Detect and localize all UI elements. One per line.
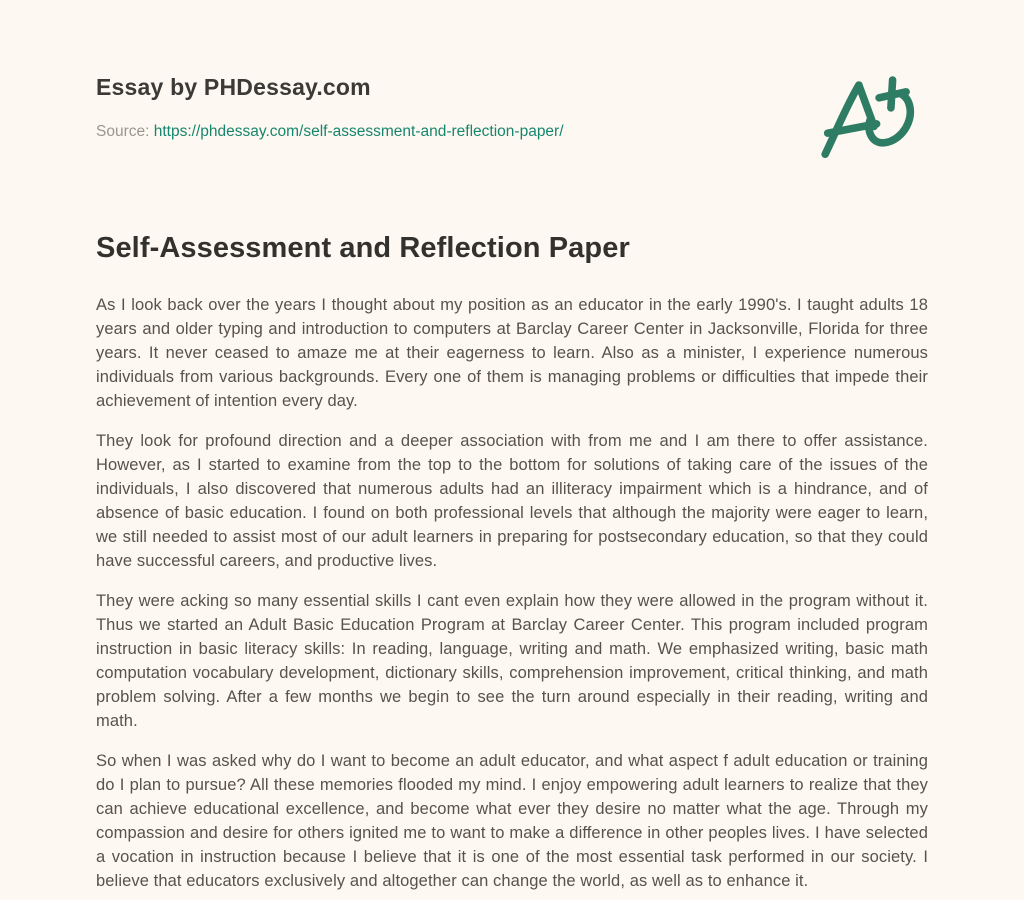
site-header-title: Essay by PHDessay.com xyxy=(96,74,371,100)
essay-paragraph: They were acking so many essential skills I cant even explain how they were allowed in the program without it. Thus we started an Adult Basic Education Program at Barclay Career Center. This program included program instruction in basic literacy skills: In reading, language, writing and math. We emphasized writing, basic math computation vocabulary development, dictionary skills, comprehension improvement, critical thinking, and math problem solving. After a few months we begin to see the turn around especially in their reading, writing and math. xyxy=(96,592,928,730)
essay-paragraph: They look for profound direction and a deeper association with from me and I am there to offer assistance. However, as I started to examine from the top to the bottom for solutions of taking care of the issues of the individuals, I also discovered that numerous adults had an illiteracy impairment which is a hindrance, and of absence of basic education. I found on both professional levels that although the majority were eager to learn, we still needed to assist most of our adult learners in preparing for postsecondary education, so that they could have successful careers, and productive lives. xyxy=(96,432,928,570)
source-line xyxy=(96,123,810,141)
source-label: Source: xyxy=(96,123,150,140)
a-plus-logo-icon xyxy=(810,70,928,166)
essay-paragraph: As I look back over the years I thought about my position as an educator in the early 1990's. I taught adults 18 years and older typing and introduction to computers at Barclay Career Center in Jacksonville, Florida for three years. It never ceased to amaze me at their eagerness to learn. Also as a minister, I experience numerous individuals from various backgrounds. Every one of them is managing problems or difficulties that impede their achievement of intention every day. xyxy=(96,296,928,410)
page-header xyxy=(96,0,928,166)
source-url-link[interactable]: https://phdessay.com/self-assessment-and-reflection-paper/ xyxy=(153,123,564,140)
header-text-block xyxy=(96,74,810,141)
essay-paragraph: So when I was asked why do I want to become an adult educator, and what aspect f adult education or training do I plan to pursue? All these memories flooded my mind. I enjoy empowering adult learners to realize that they can achieve educational excellence, and become what ever they desire no matter what the age. Through my compassion and desire for others ignited me to want to make a difference in other peoples lives. I have selected a vocation in instruction because I believe that it is one of the most essential task performed in our society. I believe that educators exclusively and altogether can change the world, as well as to enhance it. xyxy=(96,752,928,890)
essay-body xyxy=(96,293,928,893)
essay-title: Self-Assessment and Reflection Paper xyxy=(96,232,630,264)
